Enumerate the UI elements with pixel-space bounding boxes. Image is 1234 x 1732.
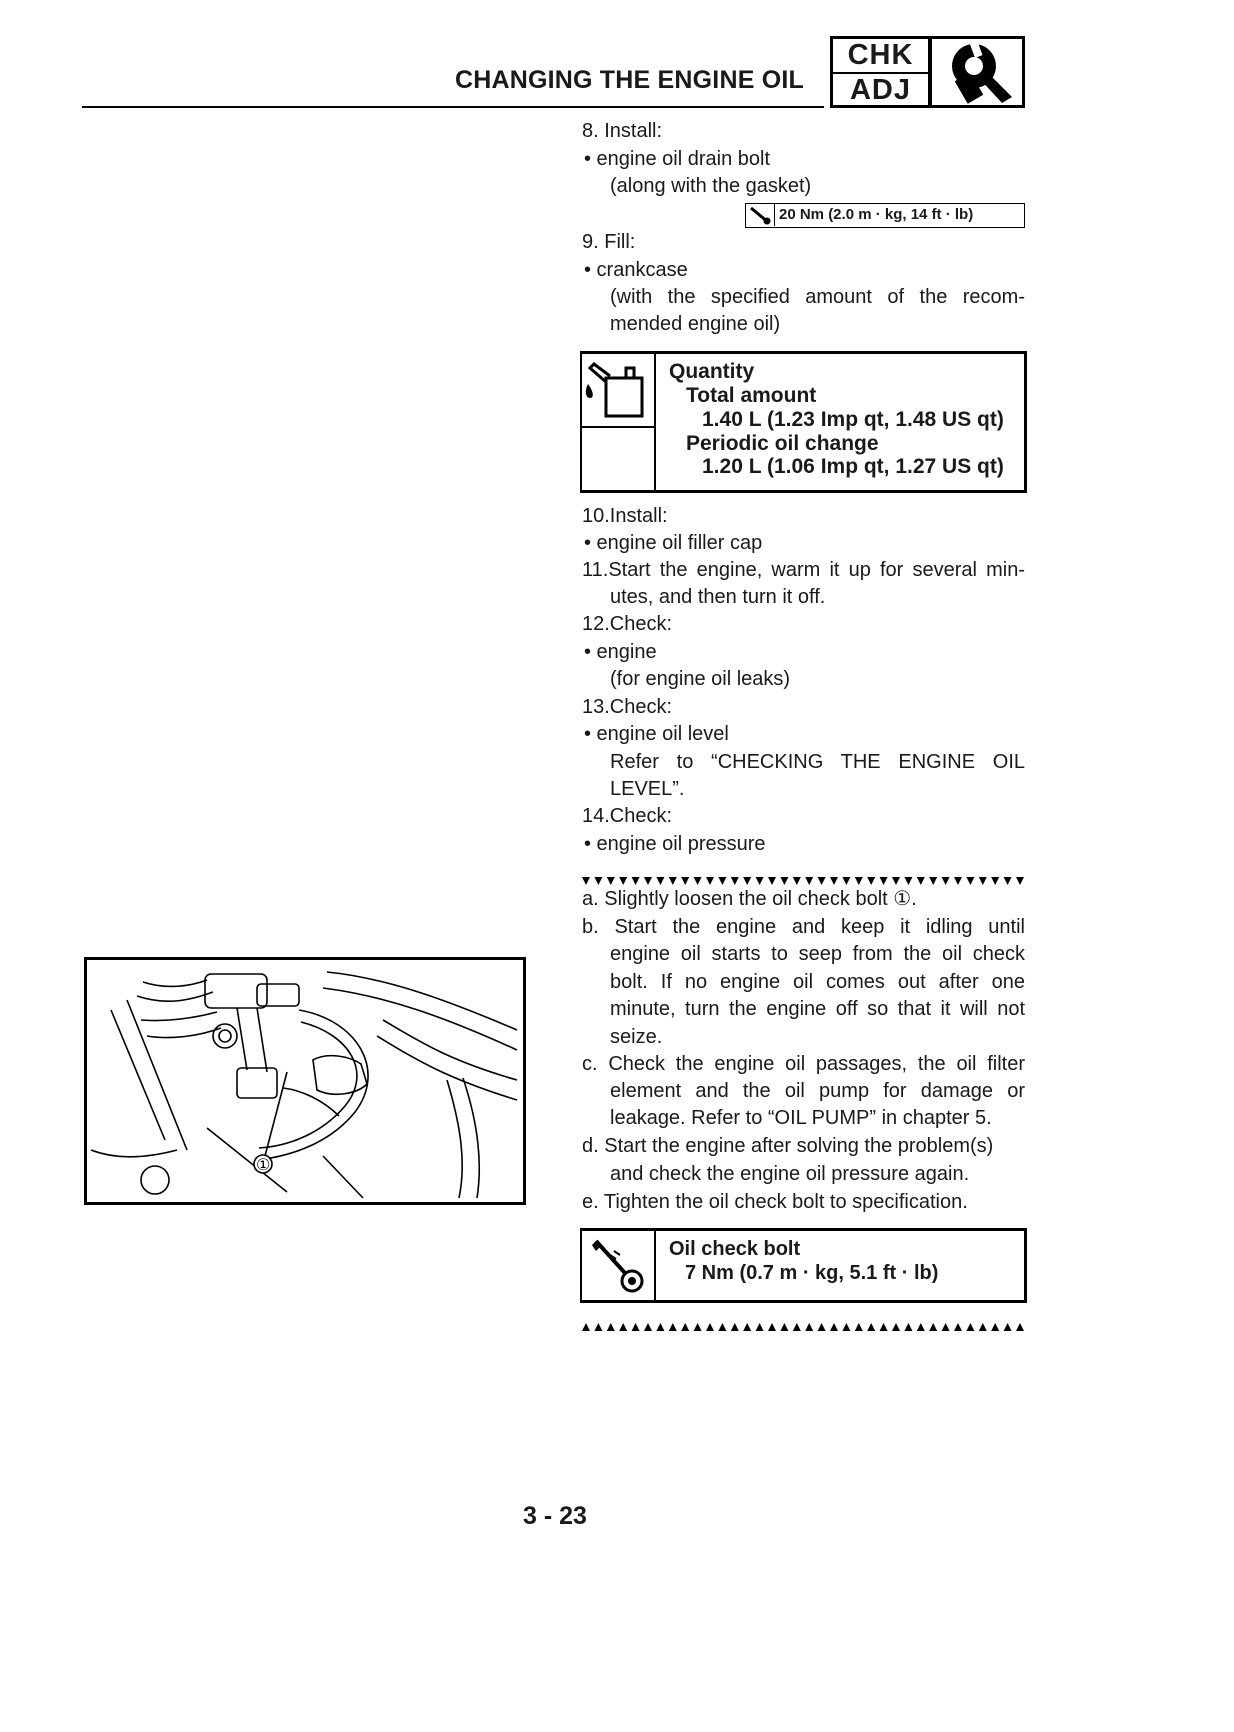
oil-can-icon bbox=[582, 354, 656, 428]
triangle-down-icon bbox=[644, 877, 652, 885]
triangle-up-icon bbox=[582, 1323, 590, 1331]
procedure-start-marker bbox=[580, 874, 1027, 886]
triangle-up-icon bbox=[619, 1323, 627, 1331]
triangle-up-icon bbox=[892, 1323, 900, 1331]
triangle-up-icon bbox=[942, 1323, 950, 1331]
triangle-down-icon bbox=[607, 877, 615, 885]
triangle-down-icon bbox=[768, 877, 776, 885]
triangle-down-icon bbox=[867, 877, 875, 885]
step-9: 9. Fill: bbox=[582, 231, 636, 253]
step-9-note-1: (with the specified amount of the recom- bbox=[610, 286, 1025, 308]
triangle-up-icon bbox=[966, 1323, 974, 1331]
triangle-down-icon bbox=[706, 877, 714, 885]
triangle-up-icon bbox=[880, 1323, 888, 1331]
triangle-up-icon bbox=[756, 1323, 764, 1331]
step-9-note-2: mended engine oil) bbox=[610, 313, 781, 335]
triangle-down-icon bbox=[880, 877, 888, 885]
page-title: CHANGING THE ENGINE OIL bbox=[454, 66, 804, 94]
step-14-item: • engine oil pressure bbox=[584, 833, 766, 855]
triangle-down-icon bbox=[743, 877, 751, 885]
triangle-up-icon bbox=[904, 1323, 912, 1331]
quantity-heading: Quantity bbox=[669, 360, 755, 383]
triangle-down-icon bbox=[582, 877, 590, 885]
triangle-down-icon bbox=[954, 877, 962, 885]
proc-c-1: c. Check the engine oil passages, the oil filter bbox=[582, 1053, 1025, 1075]
wrench-icon bbox=[932, 39, 1022, 105]
triangle-down-icon bbox=[656, 877, 664, 885]
triangle-up-icon bbox=[805, 1323, 813, 1331]
triangle-up-icon bbox=[681, 1323, 689, 1331]
figure-callout: ① bbox=[256, 1155, 271, 1174]
triangle-up-icon bbox=[1004, 1323, 1012, 1331]
proc-b-2: engine oil starts to seep from the oil check bbox=[610, 943, 1025, 965]
triangle-down-icon bbox=[892, 877, 900, 885]
triangle-down-icon bbox=[942, 877, 950, 885]
triangle-down-icon bbox=[966, 877, 974, 885]
triangle-up-icon bbox=[979, 1323, 987, 1331]
oil-check-bolt-value: 7 Nm (0.7 m · kg, 5.1 ft · lb) bbox=[685, 1262, 939, 1284]
torque-drain-value: 20 Nm (2.0 m · kg, 14 ft · lb) bbox=[779, 206, 974, 223]
procedure-end-marker bbox=[580, 1320, 1027, 1332]
triangle-down-icon bbox=[1016, 877, 1024, 885]
bolt-divider bbox=[654, 1231, 656, 1300]
step-13: 13.Check: bbox=[582, 696, 673, 718]
torque-icon bbox=[746, 204, 775, 226]
triangle-down-icon bbox=[830, 877, 838, 885]
chk-adj-badge bbox=[830, 36, 931, 108]
step-10: 10.Install: bbox=[582, 505, 668, 527]
triangle-up-icon bbox=[929, 1323, 937, 1331]
total-amount-value: 1.40 L (1.23 Imp qt, 1.48 US qt) bbox=[702, 408, 1004, 431]
triangle-up-icon bbox=[830, 1323, 838, 1331]
triangle-up-icon bbox=[855, 1323, 863, 1331]
proc-b-1: b. Start the engine and keep it idling until bbox=[582, 916, 1025, 938]
triangle-up-icon bbox=[768, 1323, 776, 1331]
quantity-divider bbox=[654, 354, 656, 490]
triangle-up-icon bbox=[917, 1323, 925, 1331]
triangle-down-icon bbox=[904, 877, 912, 885]
periodic-change-value: 1.20 L (1.06 Imp qt, 1.27 US qt) bbox=[702, 455, 1004, 478]
triangle-up-icon bbox=[669, 1323, 677, 1331]
triangle-down-icon bbox=[842, 877, 850, 885]
triangle-up-icon bbox=[632, 1323, 640, 1331]
proc-b-3: bolt. If no engine oil comes out after one bbox=[610, 971, 1025, 993]
triangle-up-icon bbox=[656, 1323, 664, 1331]
wrench-badge bbox=[929, 36, 1025, 108]
triangle-up-icon bbox=[818, 1323, 826, 1331]
step-11-a: 11.Start the engine, warm it up for several min- bbox=[582, 559, 1025, 581]
proc-b-4: minute, turn the engine off so that it will not bbox=[610, 998, 1025, 1020]
oil-check-bolt-label: Oil check bolt bbox=[669, 1238, 801, 1260]
triangle-up-icon bbox=[842, 1323, 850, 1331]
triangle-down-icon bbox=[694, 877, 702, 885]
total-amount-label: Total amount bbox=[686, 384, 817, 407]
triangle-up-icon bbox=[1016, 1323, 1024, 1331]
proc-c-2: element and the oil pump for damage or bbox=[610, 1080, 1025, 1102]
triangle-down-icon bbox=[632, 877, 640, 885]
triangle-down-icon bbox=[731, 877, 739, 885]
periodic-change-label: Periodic oil change bbox=[686, 432, 879, 455]
oil-check-bolt-spec bbox=[580, 1228, 1027, 1303]
badge-chk: CHK bbox=[847, 39, 914, 71]
triangle-down-icon bbox=[793, 877, 801, 885]
triangle-up-icon bbox=[743, 1323, 751, 1331]
proc-b-5: seize. bbox=[610, 1026, 663, 1048]
step-8-note: (along with the gasket) bbox=[610, 175, 812, 197]
triangle-down-icon bbox=[756, 877, 764, 885]
triangle-up-icon bbox=[867, 1323, 875, 1331]
triangle-up-icon bbox=[594, 1323, 602, 1331]
triangle-up-icon bbox=[731, 1323, 739, 1331]
triangle-up-icon bbox=[718, 1323, 726, 1331]
triangle-down-icon bbox=[681, 877, 689, 885]
proc-d-1: d. Start the engine after solving the problem(s) bbox=[582, 1135, 994, 1157]
step-12: 12.Check: bbox=[582, 613, 673, 635]
triangle-up-icon bbox=[793, 1323, 801, 1331]
step-13-item: • engine oil level bbox=[584, 723, 729, 745]
triangle-down-icon bbox=[805, 877, 813, 885]
triangle-down-icon bbox=[979, 877, 987, 885]
step-13-ref-a: Refer to “CHECKING THE ENGINE OIL bbox=[610, 751, 1025, 773]
step-10-item: • engine oil filler cap bbox=[584, 532, 763, 554]
step-11-b: utes, and then turn it off. bbox=[610, 586, 826, 608]
badge-adj: ADJ bbox=[849, 74, 911, 106]
triangle-down-icon bbox=[818, 877, 826, 885]
step-13-ref-b: LEVEL”. bbox=[610, 778, 685, 800]
triangle-up-icon bbox=[780, 1323, 788, 1331]
triangle-down-icon bbox=[780, 877, 788, 885]
triangle-down-icon bbox=[669, 877, 677, 885]
triangle-up-icon bbox=[694, 1323, 702, 1331]
triangle-down-icon bbox=[991, 877, 999, 885]
step-9-item: • crankcase bbox=[584, 259, 688, 281]
proc-a: a. Slightly loosen the oil check bolt ①. bbox=[582, 888, 917, 910]
triangle-up-icon bbox=[706, 1323, 714, 1331]
page-number: 3 - 23 bbox=[523, 1502, 587, 1530]
triangle-up-icon bbox=[607, 1323, 615, 1331]
triangle-down-icon bbox=[1004, 877, 1012, 885]
proc-e: e. Tighten the oil check bolt to specification. bbox=[582, 1191, 968, 1213]
torque-wrench-icon bbox=[586, 1235, 650, 1299]
quantity-box bbox=[580, 351, 1027, 493]
triangle-down-icon bbox=[718, 877, 726, 885]
step-8-item: • engine oil drain bolt bbox=[584, 148, 771, 170]
proc-c-3: leakage. Refer to “OIL PUMP” in chapter 5. bbox=[610, 1107, 992, 1129]
step-12-item: • engine bbox=[584, 641, 657, 663]
torque-spec-drain-bolt bbox=[745, 203, 1025, 228]
header-rule bbox=[82, 106, 824, 108]
triangle-up-icon bbox=[991, 1323, 999, 1331]
triangle-up-icon bbox=[644, 1323, 652, 1331]
triangle-up-icon bbox=[954, 1323, 962, 1331]
step-8: 8. Install: bbox=[582, 120, 663, 142]
step-12-note: (for engine oil leaks) bbox=[610, 668, 791, 690]
triangle-down-icon bbox=[855, 877, 863, 885]
triangle-down-icon bbox=[594, 877, 602, 885]
step-14: 14.Check: bbox=[582, 805, 673, 827]
triangle-down-icon bbox=[917, 877, 925, 885]
proc-d-2: and check the engine oil pressure again. bbox=[610, 1163, 970, 1185]
engine-illustration bbox=[84, 957, 526, 1205]
triangle-down-icon bbox=[929, 877, 937, 885]
triangle-down-icon bbox=[619, 877, 627, 885]
